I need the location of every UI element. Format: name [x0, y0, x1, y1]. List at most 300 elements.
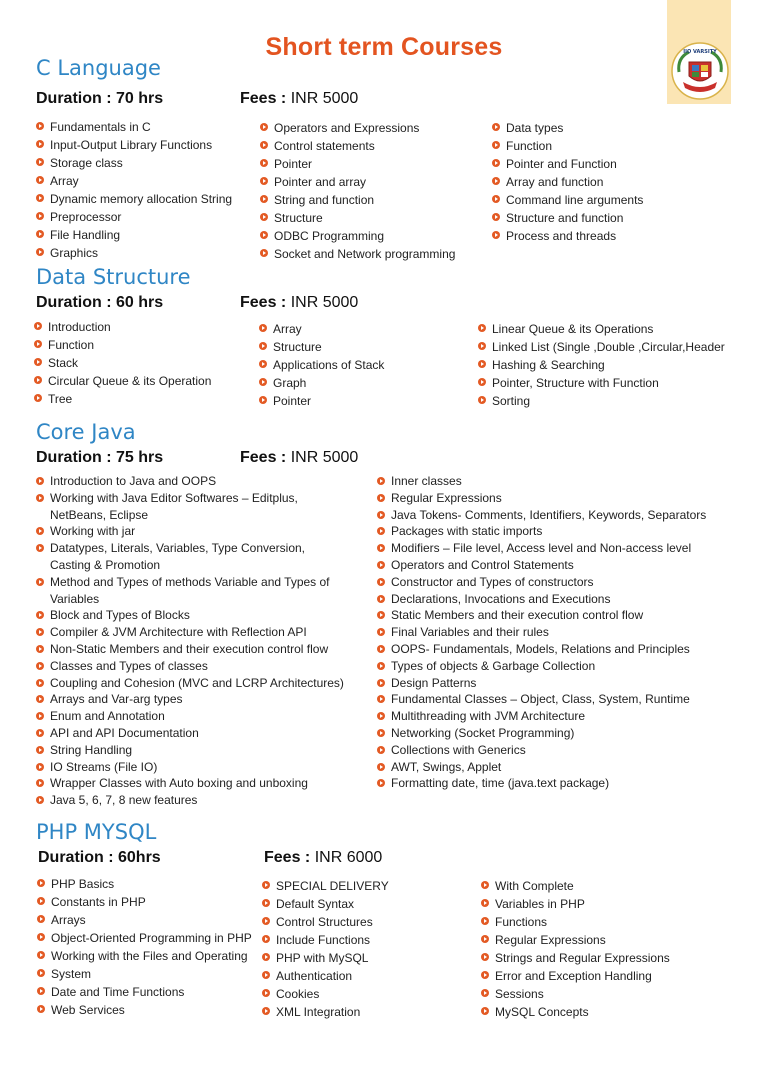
- list-item-text: Strings and Regular Expressions: [495, 951, 670, 965]
- fees: Fees : INR 5000: [240, 90, 359, 107]
- fees: Fees : INR 6000: [264, 849, 383, 866]
- bullet-arrow-icon: [36, 712, 44, 720]
- bullet-arrow-icon: [37, 897, 45, 905]
- bullet-arrow-icon: [260, 123, 268, 131]
- list-item: [481, 949, 670, 967]
- bullet-arrow-icon: [492, 195, 500, 203]
- list-item: [259, 338, 384, 356]
- list-item: [36, 540, 346, 574]
- list-item: [377, 490, 717, 507]
- list-item-text: Function: [506, 139, 553, 153]
- bullet-arrow-icon: [36, 494, 44, 502]
- list-item-text: Error and Exception Handling: [495, 969, 652, 983]
- list-item: [36, 523, 346, 540]
- list-item: [259, 320, 384, 338]
- list-item-text: Variables in PHP: [495, 897, 585, 911]
- bullet-arrow-icon: [481, 935, 489, 943]
- bullet-arrow-icon: [259, 396, 267, 404]
- bullet-arrow-icon: [37, 969, 45, 977]
- list-item-text: System: [51, 967, 92, 981]
- list-item: [377, 742, 717, 759]
- list-item-text: Arrays and Var-arg types: [50, 692, 183, 707]
- list-item: [260, 191, 455, 209]
- list-item-text: Introduction: [48, 320, 111, 334]
- bullet-arrow-icon: [492, 159, 500, 167]
- bullet-arrow-icon: [262, 899, 270, 907]
- bullet-arrow-icon: [259, 324, 267, 332]
- list-item: [36, 742, 346, 759]
- bullet-arrow-icon: [377, 746, 385, 754]
- topic-list-col1: [37, 875, 252, 1019]
- bullet-arrow-icon: [259, 360, 267, 368]
- bullet-arrow-icon: [262, 935, 270, 943]
- bullet-arrow-icon: [34, 340, 42, 348]
- list-item-text: Pointer, Structure with Function: [492, 376, 659, 390]
- list-item-text: Process and threads: [506, 229, 617, 243]
- list-item: [492, 137, 643, 155]
- list-item-text: Applications of Stack: [273, 358, 385, 372]
- list-item: [492, 227, 643, 245]
- bullet-arrow-icon: [492, 177, 500, 185]
- list-item: [37, 983, 252, 1001]
- list-item: [262, 913, 389, 931]
- list-item-text: String and function: [274, 193, 375, 207]
- list-item: [377, 675, 717, 692]
- bullet-arrow-icon: [262, 1007, 270, 1015]
- list-item: [36, 473, 346, 490]
- bullet-arrow-icon: [36, 628, 44, 636]
- bullet-arrow-icon: [481, 881, 489, 889]
- list-item: [36, 118, 232, 136]
- list-item: [262, 985, 389, 1003]
- bullet-arrow-icon: [377, 511, 385, 519]
- bullet-arrow-icon: [37, 1005, 45, 1013]
- list-item-text: Operators and Expressions: [274, 121, 420, 135]
- fees: Fees : INR 5000: [240, 449, 359, 466]
- bullet-arrow-icon: [481, 1007, 489, 1015]
- list-item-text: Linked List (Single ,Double ,Circular,Header: [492, 340, 725, 354]
- list-item-text: Collections with Generics: [391, 742, 526, 757]
- list-item-text: Introduction to Java and OOPS: [50, 474, 217, 488]
- list-item: [481, 913, 670, 931]
- list-item: [481, 1003, 670, 1021]
- bullet-arrow-icon: [260, 159, 268, 167]
- list-item: [481, 877, 670, 895]
- list-item: [259, 392, 384, 410]
- bullet-arrow-icon: [377, 527, 385, 535]
- bullet-arrow-icon: [478, 324, 486, 332]
- bullet-arrow-icon: [36, 645, 44, 653]
- list-item: [260, 137, 455, 155]
- list-item-text: Working with the Files and Operating: [51, 949, 248, 963]
- list-item-text: String Handling: [50, 742, 133, 757]
- list-item: [377, 759, 717, 776]
- bullet-arrow-icon: [260, 195, 268, 203]
- bullet-arrow-icon: [377, 712, 385, 720]
- topic-list-col2: [259, 320, 384, 410]
- list-item: [377, 641, 717, 658]
- list-item-text: Authentication: [276, 969, 353, 983]
- list-item: [492, 173, 643, 191]
- list-item-text: Default Syntax: [276, 897, 355, 911]
- list-item: [377, 574, 717, 591]
- bullet-arrow-icon: [260, 141, 268, 149]
- list-item: [262, 967, 389, 985]
- list-item-text: Array and function: [506, 175, 604, 189]
- bullet-arrow-icon: [377, 628, 385, 636]
- bullet-arrow-icon: [36, 140, 44, 148]
- duration: Duration : 70 hrs: [36, 90, 164, 107]
- bullet-arrow-icon: [36, 477, 44, 485]
- list-item-text: Operators and Control Statements: [391, 557, 574, 572]
- list-item: [36, 136, 232, 154]
- list-item-text: PHP with MySQL: [276, 951, 369, 965]
- list-item: [262, 931, 389, 949]
- list-item: [37, 893, 252, 911]
- bullet-arrow-icon: [36, 230, 44, 238]
- bullet-arrow-icon: [262, 953, 270, 961]
- list-item-text: Preprocessor: [50, 210, 122, 224]
- topic-list-col2: [262, 877, 389, 1021]
- list-item-text: Constructor and Types of constructors: [391, 574, 594, 589]
- topic-list-col2: [377, 473, 717, 792]
- bullet-arrow-icon: [36, 662, 44, 670]
- bullet-arrow-icon: [377, 595, 385, 603]
- bullet-arrow-icon: [377, 611, 385, 619]
- list-item-text: Packages with static imports: [391, 524, 543, 539]
- bullet-arrow-icon: [36, 578, 44, 586]
- bullet-arrow-icon: [377, 729, 385, 737]
- section-c-language: [0, 56, 768, 266]
- list-item-text: Java Tokens- Comments, Identifiers, Keywords, Separators: [391, 507, 707, 522]
- list-item-text: Structure: [273, 340, 322, 354]
- bullet-arrow-icon: [262, 989, 270, 997]
- list-item-text: Static Members and their execution control flow: [391, 608, 644, 623]
- list-item-text: Types of objects & Garbage Collection: [391, 658, 596, 673]
- bullet-arrow-icon: [481, 899, 489, 907]
- bullet-arrow-icon: [377, 578, 385, 586]
- page-title: Short term Courses: [265, 33, 503, 61]
- list-item: [36, 244, 232, 262]
- list-item: [377, 591, 717, 608]
- list-item-text: Datatypes, Literals, Variables, Type Conversion, Casting & Promotion: [50, 541, 306, 572]
- list-item-text: Block and Types of Blocks: [50, 608, 190, 623]
- list-item: [492, 191, 643, 209]
- list-item: [262, 1003, 389, 1021]
- duration: Duration : 60hrs: [38, 849, 161, 866]
- list-item-text: Declarations, Invocations and Executions: [391, 591, 611, 606]
- bullet-arrow-icon: [36, 194, 44, 202]
- bullet-arrow-icon: [377, 679, 385, 687]
- list-item: [481, 985, 670, 1003]
- bullet-arrow-icon: [259, 342, 267, 350]
- bullet-arrow-icon: [37, 879, 45, 887]
- bullet-arrow-icon: [34, 376, 42, 384]
- bullet-arrow-icon: [478, 396, 486, 404]
- list-item: [37, 1001, 252, 1019]
- list-item: [36, 490, 346, 524]
- topic-list-col1: [36, 473, 346, 809]
- bullet-arrow-icon: [37, 951, 45, 959]
- topic-list-col3: [478, 320, 725, 410]
- list-item: [481, 895, 670, 913]
- list-item: [492, 119, 643, 137]
- list-item: [36, 641, 346, 658]
- list-item-text: Structure: [274, 211, 323, 225]
- list-item-text: Wrapper Classes with Auto boxing and unboxing: [50, 776, 308, 791]
- list-item: [36, 792, 346, 809]
- list-item: [260, 173, 455, 191]
- list-item: [377, 775, 717, 792]
- list-item: [478, 356, 725, 374]
- list-item-text: Fundamental Classes – Object, Class, System, Runtime: [391, 692, 690, 707]
- list-item: [36, 775, 346, 792]
- list-item-text: Control Structures: [276, 915, 373, 929]
- list-item: [377, 523, 717, 540]
- bullet-arrow-icon: [260, 249, 268, 257]
- list-item: [36, 154, 232, 172]
- bullet-arrow-icon: [377, 544, 385, 552]
- duration: Duration : 60 hrs: [36, 294, 164, 311]
- list-item-text: Working with Java Editor Softwares – Editplus, NetBeans, Eclipse: [50, 490, 298, 522]
- list-item-text: Linear Queue & its Operations: [492, 322, 654, 336]
- list-item: [260, 227, 455, 245]
- bullet-arrow-icon: [34, 394, 42, 402]
- bullet-arrow-icon: [36, 679, 44, 687]
- list-item: [36, 607, 346, 624]
- list-item-text: Arrays: [51, 913, 86, 927]
- bullet-arrow-icon: [478, 378, 486, 386]
- bullet-arrow-icon: [36, 763, 44, 771]
- bullet-arrow-icon: [492, 231, 500, 239]
- list-item-text: Socket and Network programming: [274, 247, 456, 261]
- list-item: [377, 557, 717, 574]
- list-item-text: SPECIAL DELIVERY: [276, 879, 389, 893]
- list-item-text: Formatting date, time (java.text package): [391, 776, 610, 791]
- bullet-arrow-icon: [377, 763, 385, 771]
- bullet-arrow-icon: [262, 917, 270, 925]
- list-item-text: Sorting: [492, 394, 531, 408]
- list-item: [260, 119, 455, 137]
- list-item-text: Storage class: [50, 156, 123, 170]
- list-item-text: Array: [50, 174, 79, 188]
- section-php-mysql: [0, 820, 768, 1030]
- list-item-text: Multithreading with JVM Architecture: [391, 709, 586, 724]
- duration: Duration : 75 hrs: [36, 449, 164, 466]
- list-item-text: AWT, Swings, Applet: [391, 759, 502, 774]
- bullet-arrow-icon: [36, 158, 44, 166]
- list-item-text: Date and Time Functions: [51, 985, 185, 999]
- list-item-text: Function: [48, 338, 95, 352]
- bullet-arrow-icon: [492, 141, 500, 149]
- list-item-text: XML Integration: [276, 1005, 361, 1019]
- list-item: [36, 725, 346, 742]
- bullet-arrow-icon: [481, 953, 489, 961]
- fees: Fees : INR 5000: [240, 294, 359, 311]
- list-item-text: Cookies: [276, 987, 320, 1001]
- list-item: [36, 226, 232, 244]
- list-item-text: Pointer and array: [274, 175, 367, 189]
- list-item-text: Working with jar: [50, 524, 136, 539]
- section-title: Core Java: [36, 420, 136, 444]
- bullet-arrow-icon: [260, 177, 268, 185]
- list-item-text: With Complete: [495, 879, 574, 893]
- bullet-arrow-icon: [36, 695, 44, 703]
- list-item: [36, 574, 346, 608]
- section-title: Data Structure: [36, 265, 191, 289]
- bullet-arrow-icon: [37, 987, 45, 995]
- bullet-arrow-icon: [36, 176, 44, 184]
- bullet-arrow-icon: [262, 881, 270, 889]
- bullet-arrow-icon: [36, 729, 44, 737]
- list-item: [377, 607, 717, 624]
- list-item: [262, 877, 389, 895]
- bullet-arrow-icon: [377, 561, 385, 569]
- bullet-arrow-icon: [377, 695, 385, 703]
- list-item-text: Graphics: [50, 246, 99, 260]
- list-item-text: Coupling and Cohesion (MVC and LCRP Architectures): [50, 675, 344, 690]
- list-item-text: Array: [273, 322, 302, 336]
- list-item: [377, 507, 717, 524]
- bullet-arrow-icon: [36, 544, 44, 552]
- bullet-arrow-icon: [377, 645, 385, 653]
- list-item-text: API and API Documentation: [50, 725, 199, 740]
- list-item-text: Tree: [48, 392, 73, 406]
- list-item: [260, 245, 455, 263]
- bullet-arrow-icon: [262, 971, 270, 979]
- list-item-text: Dynamic memory allocation String: [50, 192, 233, 206]
- list-item-text: Pointer: [273, 394, 312, 408]
- list-item: [34, 390, 211, 408]
- list-item-text: Java 5, 6, 7, 8 new features: [50, 793, 198, 808]
- bullet-arrow-icon: [34, 358, 42, 366]
- list-item: [377, 658, 717, 675]
- section-core-java: [0, 420, 768, 815]
- list-item: [34, 318, 211, 336]
- list-item: [260, 155, 455, 173]
- list-item-text: Final Variables and their rules: [391, 625, 549, 640]
- section-title: C Language: [36, 56, 161, 80]
- bullet-arrow-icon: [481, 971, 489, 979]
- list-item-text: Control statements: [274, 139, 375, 153]
- bullet-arrow-icon: [481, 989, 489, 997]
- list-item: [36, 708, 346, 725]
- list-item: [377, 624, 717, 641]
- list-item-text: Inner classes: [391, 474, 462, 488]
- list-item-text: Stack: [48, 356, 79, 370]
- bullet-arrow-icon: [37, 933, 45, 941]
- list-item: [36, 691, 346, 708]
- list-item: [36, 190, 232, 208]
- bullet-arrow-icon: [259, 378, 267, 386]
- bullet-arrow-icon: [478, 342, 486, 350]
- list-item: [36, 208, 232, 226]
- topic-list-col3: [481, 877, 670, 1021]
- list-item-text: Regular Expressions: [495, 933, 606, 947]
- bullet-arrow-icon: [260, 231, 268, 239]
- bullet-arrow-icon: [481, 917, 489, 925]
- list-item: [259, 356, 384, 374]
- bullet-arrow-icon: [36, 212, 44, 220]
- list-item-text: Functions: [495, 915, 548, 929]
- bullet-arrow-icon: [37, 915, 45, 923]
- list-item-text: Fundamentals in C: [50, 120, 151, 134]
- topic-list-col1: [36, 118, 232, 262]
- list-item: [260, 209, 455, 227]
- list-item-text: Input-Output Library Functions: [50, 138, 213, 152]
- list-item: [37, 929, 252, 947]
- list-item: [37, 875, 252, 893]
- list-item: [34, 336, 211, 354]
- section-data-structure: [0, 265, 768, 415]
- list-item: [37, 965, 252, 983]
- list-item-text: Networking (Socket Programming): [391, 725, 575, 740]
- list-item: [36, 759, 346, 776]
- list-item: [478, 338, 725, 356]
- list-item-text: Data types: [506, 121, 564, 135]
- list-item-text: ODBC Programming: [274, 229, 385, 243]
- list-item-text: Include Functions: [276, 933, 371, 947]
- list-item: [36, 658, 346, 675]
- list-item: [262, 949, 389, 967]
- list-item-text: Method and Types of methods Variable and Types of Variables: [50, 574, 330, 606]
- list-item-text: Pointer: [274, 157, 313, 171]
- bullet-arrow-icon: [260, 213, 268, 221]
- section-title: PHP MYSQL: [36, 820, 157, 844]
- list-item: [37, 947, 252, 965]
- bullet-arrow-icon: [36, 796, 44, 804]
- bullet-arrow-icon: [377, 779, 385, 787]
- list-item-text: Regular Expressions: [391, 490, 502, 505]
- list-item-text: Web Services: [51, 1003, 125, 1017]
- list-item: [492, 209, 643, 227]
- list-item-text: Object-Oriented Programming in PHP: [51, 931, 252, 945]
- list-item-text: MySQL Concepts: [495, 1005, 589, 1019]
- bullet-arrow-icon: [36, 746, 44, 754]
- bullet-arrow-icon: [36, 122, 44, 130]
- list-item: [492, 155, 643, 173]
- list-item: [377, 725, 717, 742]
- list-item: [481, 931, 670, 949]
- list-item-text: OOPS- Fundamentals, Models, Relations and Principles: [391, 641, 690, 656]
- list-item: [377, 691, 717, 708]
- bullet-arrow-icon: [36, 527, 44, 535]
- list-item: [36, 624, 346, 641]
- list-item: [34, 354, 211, 372]
- list-item-text: Sessions: [495, 987, 544, 1001]
- list-item: [478, 392, 725, 410]
- bullet-arrow-icon: [36, 611, 44, 619]
- topic-list-col3: [492, 119, 643, 245]
- list-item: [36, 675, 346, 692]
- topic-list-col2: [260, 119, 455, 263]
- topic-list-col1: [34, 318, 211, 408]
- logo-text: IIO VARSITY: [683, 49, 717, 55]
- list-item: [478, 374, 725, 392]
- list-item: [34, 372, 211, 390]
- list-item-text: Pointer and Function: [506, 157, 617, 171]
- list-item-text: IO Streams (File IO): [50, 759, 158, 774]
- list-item-text: Non-Static Members and their execution control flow: [50, 641, 329, 656]
- bullet-arrow-icon: [492, 213, 500, 221]
- list-item-text: Design Patterns: [391, 675, 477, 690]
- bullet-arrow-icon: [36, 779, 44, 787]
- list-item: [37, 911, 252, 929]
- list-item: [481, 967, 670, 985]
- list-item-text: Classes and Types of classes: [50, 658, 208, 673]
- bullet-arrow-icon: [377, 662, 385, 670]
- list-item: [377, 540, 717, 557]
